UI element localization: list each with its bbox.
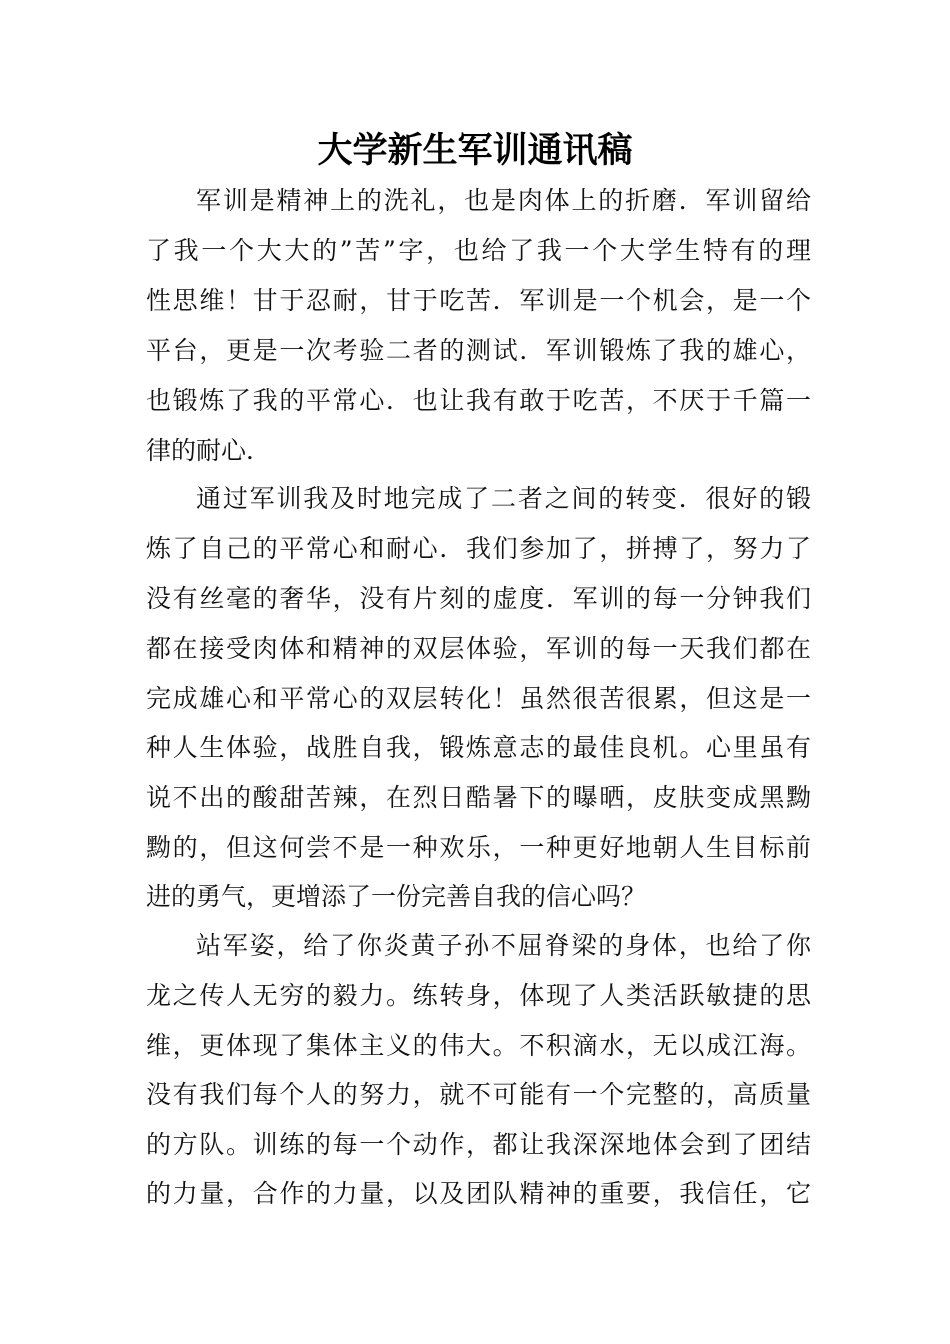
paragraph-1-line-1: 军训是精神上的洗礼，也是肉体上的折磨．军训留给: [196, 186, 811, 215]
paragraph-1-line-4: 平台，更是一次考验二者的测试．军训锻炼了我的雄心，: [146, 336, 811, 365]
paragraph-2-line-3: 没有丝毫的奢华，没有片刻的虚度．军训的每一分钟我们: [146, 584, 811, 613]
paragraph-2-line-2: 炼了自己的平常心和耐心．我们参加了，拼搏了，努力了: [146, 534, 811, 563]
paragraph-3-line-1: 站军姿，给了你炎黄子孙不屈脊梁的身体，也给了你: [196, 931, 811, 960]
paragraph-2-line-1: 通过军训我及时地完成了二者之间的转变．很好的锻: [196, 484, 811, 513]
paragraph-1-line-6: 律的耐心．: [146, 436, 272, 465]
paragraph-3-line-2: 龙之传人无穷的毅力。练转身，体现了人类活跃敏捷的思: [146, 981, 811, 1010]
paragraph-3-line-3: 维，更体现了集体主义的伟大。不积滴水，无以成江海。: [146, 1031, 811, 1060]
paragraph-3-line-6: 的力量，合作的力量，以及团队精神的重要，我信任，它: [146, 1179, 811, 1208]
document-title: 大学新生军训通讯稿: [317, 131, 633, 171]
paragraph-2-line-4: 都在接受肉体和精神的双层体验，军训的每一天我们都在: [146, 634, 811, 663]
paragraph-2-line-6: 种人生体验，战胜自我，锻炼意志的最佳良机。心里虽有: [146, 733, 811, 762]
paragraph-2-line-8: 黝的，但这何尝不是一种欢乐，一种更好地朝人生目标前: [146, 833, 811, 862]
paragraph-2-line-9: 进的勇气，更增添了一份完善自我的信心吗？: [146, 882, 647, 911]
paragraph-2-line-7: 说不出的酸甜苦辣，在烈日酷暑下的曝晒，皮肤变成黑黝: [146, 783, 811, 812]
paragraph-2-line-5: 完成雄心和平常心的双层转化！虽然很苦很累，但这是一: [146, 684, 811, 713]
paragraph-3-line-5: 的方队。训练的每一个动作，都让我深深地体会到了团结: [146, 1130, 811, 1159]
paragraph-3-line-4: 没有我们每个人的努力，就不可能有一个完整的，高质量: [146, 1080, 811, 1109]
paragraph-1-line-2: 了我一个大大的”苦”字，也给了我一个大学生特有的理: [146, 236, 811, 265]
paragraph-1-line-3: 性思维！甘于忍耐，甘于吃苦．军训是一个机会，是一个: [146, 286, 811, 315]
paragraph-1-line-5: 也锻炼了我的平常心．也让我有敢于吃苦，不厌于千篇一: [146, 386, 811, 415]
